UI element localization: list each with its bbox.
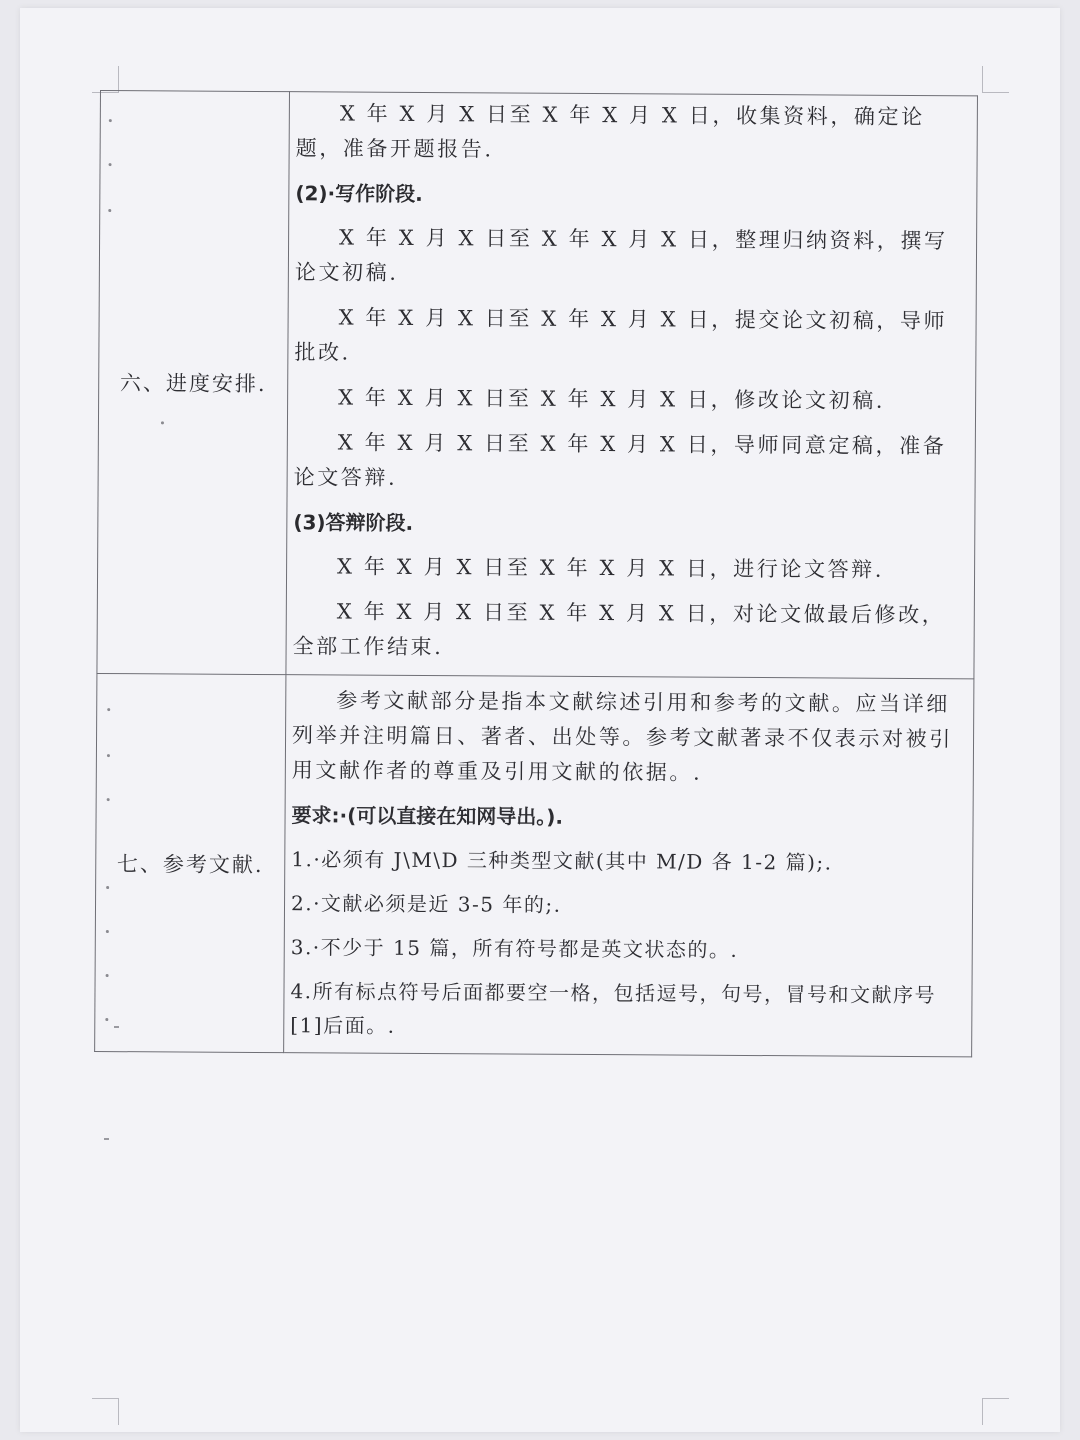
references-label-cell bbox=[95, 673, 286, 1052]
requirement-item-2: 2.·文献必须是近 3-5 年的;. bbox=[290, 891, 562, 917]
paragraph-mark bbox=[107, 754, 110, 757]
schedule-line-submit: X 年 X 月 X 日至 X 年 X 月 X 日，提交论文初稿，导师批改. bbox=[294, 305, 948, 365]
schedule-line-defense: X 年 X 月 X 日至 X 年 X 月 X 日，进行论文答辩. bbox=[337, 554, 885, 582]
requirement-item-3: 3.·不少于 15 篇，所有符号都是英文状态的。. bbox=[290, 935, 739, 962]
schedule-label: 六、进度安排. bbox=[119, 371, 267, 397]
margin-corner-bottom-left bbox=[92, 1398, 119, 1425]
paragraph-mark bbox=[106, 886, 109, 889]
paper-page bbox=[20, 8, 1060, 1432]
margin-corner-bottom-right bbox=[982, 1398, 1009, 1425]
references-content-cell bbox=[284, 675, 974, 1057]
requirement-item-1: 1.·必须有 J\M\D 三种类型文献(其中 M/D 各 1-2 篇);. bbox=[291, 847, 833, 875]
schedule-line-finalize: X 年 X 月 X 日至 X 年 X 月 X 日，导师同意定稿，准备论文答辩. bbox=[293, 430, 947, 490]
schedule-content-cell bbox=[286, 92, 978, 679]
schedule-label-cell bbox=[97, 91, 290, 675]
proposal-table bbox=[94, 90, 978, 1057]
paragraph-mark bbox=[107, 798, 110, 801]
schedule-line-collect: X 年 X 月 X 日至 X 年 X 月 X 日，收集资料，确定论题，准备开题报告. bbox=[295, 101, 925, 162]
paragraph-mark bbox=[107, 708, 110, 711]
defense-stage-heading: (3)答辩阶段. bbox=[293, 510, 414, 535]
schedule-line-draft: X 年 X 月 X 日至 X 年 X 月 X 日，整理归纳资料，撰写论文初稿. bbox=[294, 225, 948, 285]
schedule-line-final: X 年 X 月 X 日至 X 年 X 月 X 日，对论文做最后修改，全部工作结束. bbox=[292, 599, 946, 660]
paragraph-mark bbox=[105, 1018, 108, 1021]
stray-mark bbox=[104, 1138, 109, 1140]
paragraph-mark bbox=[109, 163, 112, 166]
writing-stage-heading: (2)·写作阶段. bbox=[295, 181, 423, 206]
margin-corner-top-left bbox=[92, 66, 119, 93]
paragraph-mark bbox=[109, 119, 112, 122]
paragraph-mark bbox=[106, 974, 109, 977]
paragraph-mark bbox=[161, 421, 164, 424]
paragraph-mark bbox=[106, 930, 109, 933]
references-intro: 参考文献部分是指本文献综述引用和参考的文献。应当详细列举并注明篇日、著者、出处等。参考文献著录不仅表示对被引用文献作者的尊重及引用文献的依据。. bbox=[291, 688, 953, 785]
stray-mark bbox=[114, 1026, 119, 1028]
requirements-heading: 要求:·(可以直接在知网导出。). bbox=[291, 803, 564, 829]
table-row-references bbox=[95, 673, 974, 1056]
margin-corner-top-right bbox=[982, 66, 1009, 93]
requirement-item-4: 4.所有标点符号后面都要空一格，包括逗号，句号，冒号和文献序号[1]后面。. bbox=[290, 979, 937, 1038]
paragraph-mark bbox=[108, 209, 111, 212]
schedule-line-revise: X 年 X 月 X 日至 X 年 X 月 X 日，修改论文初稿. bbox=[338, 385, 886, 413]
references-label: 七、参考文献. bbox=[116, 851, 264, 877]
table-row-schedule bbox=[97, 91, 978, 679]
